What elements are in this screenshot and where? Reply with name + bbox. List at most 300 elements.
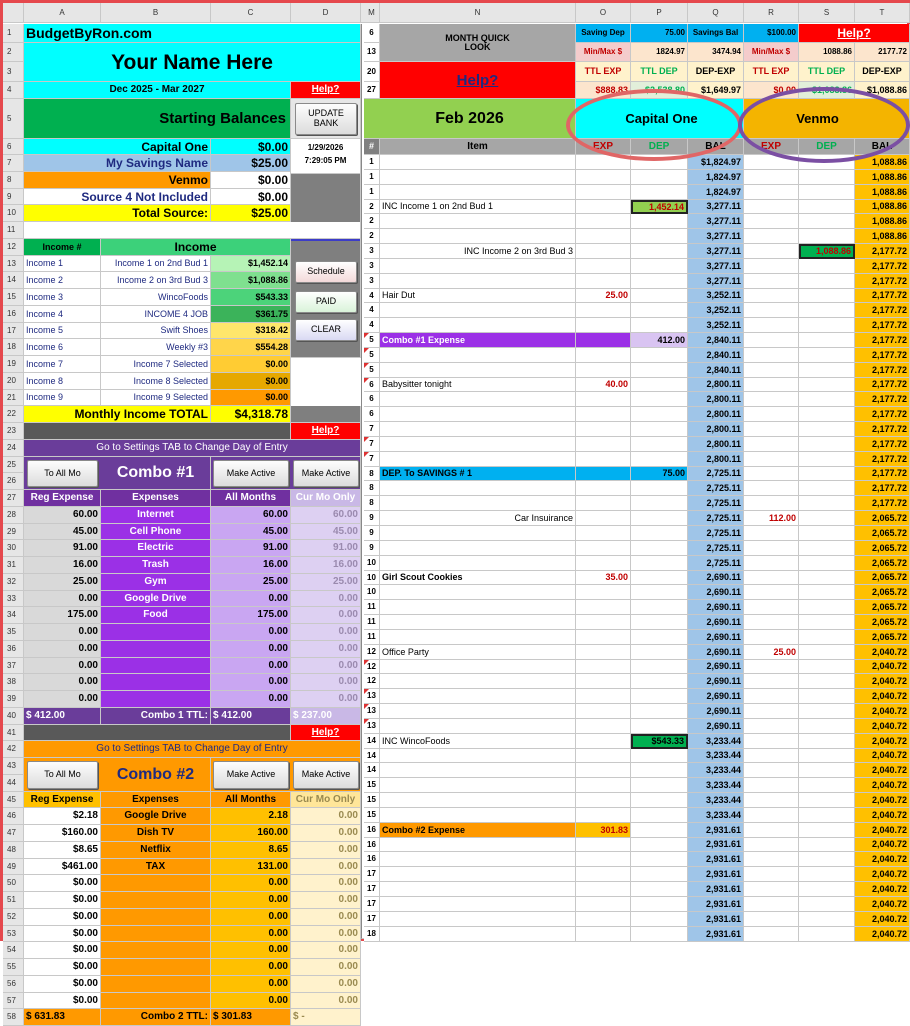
expense-name[interactable]: Dish TV <box>101 825 211 842</box>
row-header[interactable]: 3 <box>3 62 24 82</box>
expense-name[interactable]: TAX <box>101 859 211 875</box>
row-header[interactable]: 34 <box>3 607 24 624</box>
expense-name[interactable] <box>101 624 211 641</box>
income-amount[interactable]: $0.00 <box>211 390 291 406</box>
row-header[interactable]: 45 <box>3 792 24 808</box>
reg-expense-cell[interactable]: $0.00 <box>24 976 101 993</box>
ledger-dep[interactable] <box>631 704 688 719</box>
row-header[interactable]: 20 <box>3 373 24 390</box>
ledger-exp-2[interactable] <box>744 778 799 793</box>
ledger-dep[interactable] <box>631 496 688 511</box>
expense-name[interactable]: Trash <box>101 557 211 574</box>
ledger-dep[interactable] <box>631 259 688 274</box>
ledger-exp[interactable] <box>576 214 631 229</box>
ledger-dep-2[interactable] <box>799 600 855 615</box>
row-header[interactable]: 26 <box>3 473 24 490</box>
ledger-dep-2[interactable] <box>799 749 855 763</box>
row-header[interactable]: 15 <box>3 289 24 306</box>
ledger-dep[interactable] <box>631 481 688 496</box>
reg-expense-cell[interactable]: 175.00 <box>24 607 101 624</box>
ledger-exp[interactable] <box>576 244 631 259</box>
ledger-dep[interactable] <box>631 303 688 318</box>
ledger-exp[interactable] <box>576 615 631 630</box>
ledger-dep[interactable] <box>631 689 688 704</box>
ledger-exp[interactable] <box>576 407 631 422</box>
row-header[interactable]: 8 <box>3 172 24 189</box>
ledger-item[interactable] <box>380 318 576 333</box>
row-header[interactable]: 52 <box>3 909 24 926</box>
ledger-dep-2[interactable] <box>799 333 855 348</box>
ledger-exp[interactable] <box>576 674 631 689</box>
ledger-item[interactable] <box>380 556 576 571</box>
ledger-item[interactable] <box>380 912 576 927</box>
ledger-dep-2[interactable] <box>799 571 855 585</box>
ledger-dep-2[interactable] <box>799 496 855 511</box>
ledger-dep[interactable] <box>631 793 688 808</box>
ledger-dep-2[interactable] <box>799 303 855 318</box>
ledger-dep-2[interactable] <box>799 734 855 749</box>
ledger-item[interactable] <box>380 704 576 719</box>
expense-name[interactable] <box>101 674 211 691</box>
ledger-exp-2[interactable] <box>744 259 799 274</box>
ledger-exp[interactable] <box>576 927 631 942</box>
expense-name[interactable]: Internet <box>101 507 211 524</box>
ledger-exp[interactable] <box>576 689 631 704</box>
help-big-link[interactable]: Help? <box>380 62 576 99</box>
col-header-A[interactable]: A <box>24 3 101 23</box>
row-header[interactable]: 30 <box>3 540 24 557</box>
row-header[interactable]: 49 <box>3 859 24 875</box>
ledger-dep-2[interactable] <box>799 912 855 927</box>
ledger-dep[interactable] <box>631 511 688 526</box>
ledger-exp-2[interactable] <box>744 452 799 467</box>
row-header[interactable]: 17 <box>3 323 24 339</box>
ledger-exp-2[interactable] <box>744 392 799 407</box>
ledger-dep[interactable] <box>631 363 688 378</box>
ledger-exp-2[interactable] <box>744 852 799 867</box>
ledger-dep-2[interactable] <box>799 927 855 942</box>
ledger-item[interactable] <box>380 214 576 229</box>
ledger-dep-2[interactable] <box>799 185 855 200</box>
reg-expense-cell[interactable]: 91.00 <box>24 540 101 557</box>
ledger-exp[interactable] <box>576 392 631 407</box>
col-header-P[interactable]: P <box>631 3 688 23</box>
ledger-item[interactable]: Girl Scout Cookies <box>380 571 576 585</box>
ledger-exp[interactable] <box>576 838 631 852</box>
ledger-dep-2[interactable] <box>799 630 855 645</box>
ledger-exp-2[interactable] <box>744 333 799 348</box>
ledger-item[interactable]: Hair Dut <box>380 289 576 303</box>
ledger-exp[interactable] <box>576 259 631 274</box>
row-header[interactable]: 38 <box>3 674 24 691</box>
ledger-dep-2[interactable] <box>799 259 855 274</box>
expense-name[interactable] <box>101 926 211 942</box>
expense-name[interactable]: Electric <box>101 540 211 557</box>
row-header[interactable]: 31 <box>3 557 24 574</box>
ledger-exp-2[interactable] <box>744 674 799 689</box>
ledger-exp[interactable] <box>576 719 631 734</box>
ledger-dep-2[interactable] <box>799 481 855 496</box>
ledger-exp[interactable] <box>576 363 631 378</box>
ledger-dep[interactable] <box>631 882 688 897</box>
col-header-D[interactable]: D <box>291 3 361 23</box>
ledger-dep-2[interactable] <box>799 422 855 437</box>
ledger-item[interactable] <box>380 229 576 244</box>
paid-button[interactable]: PAID <box>295 291 357 313</box>
ledger-exp[interactable] <box>576 303 631 318</box>
row-header[interactable]: 43 <box>3 758 24 775</box>
reg-expense-cell[interactable]: 0.00 <box>24 674 101 691</box>
ledger-exp-2[interactable] <box>744 318 799 333</box>
ledger-exp[interactable] <box>576 467 631 481</box>
ledger-dep-2[interactable] <box>799 363 855 378</box>
ledger-item[interactable] <box>380 452 576 467</box>
ledger-dep[interactable] <box>631 852 688 867</box>
ledger-dep[interactable] <box>631 407 688 422</box>
row-header[interactable]: 56 <box>3 976 24 993</box>
ledger-exp-2[interactable] <box>744 185 799 200</box>
ledger-exp[interactable] <box>576 660 631 674</box>
ledger-item[interactable] <box>380 719 576 734</box>
reg-expense-cell[interactable]: $0.00 <box>24 892 101 909</box>
row-header[interactable]: 58 <box>3 1009 24 1026</box>
ledger-exp-2[interactable] <box>744 556 799 571</box>
ledger-dep[interactable] <box>631 378 688 392</box>
row-header[interactable]: 47 <box>3 825 24 842</box>
ledger-exp-2[interactable] <box>744 719 799 734</box>
ledger-dep-2[interactable] <box>799 155 855 170</box>
ledger-exp[interactable] <box>576 763 631 778</box>
balance-source-value[interactable]: $0.00 <box>211 172 291 189</box>
ledger-dep-2[interactable] <box>799 585 855 600</box>
ledger-dep-2[interactable] <box>799 689 855 704</box>
ledger-dep-2[interactable]: 1,088.86 <box>799 244 855 259</box>
ledger-exp-2[interactable] <box>744 660 799 674</box>
ledger-exp-2[interactable] <box>744 348 799 363</box>
ledger-exp[interactable] <box>576 200 631 214</box>
col-header-S[interactable]: S <box>799 3 855 23</box>
ledger-exp[interactable] <box>576 645 631 660</box>
ledger-item[interactable] <box>380 496 576 511</box>
ledger-exp-2[interactable] <box>744 378 799 392</box>
ledger-dep[interactable] <box>631 452 688 467</box>
ledger-dep-2[interactable] <box>799 719 855 734</box>
reg-expense-cell[interactable]: $0.00 <box>24 942 101 959</box>
ledger-dep[interactable]: 1,452.14 <box>631 200 688 214</box>
ledger-exp-2[interactable] <box>744 155 799 170</box>
ledger-exp-2[interactable] <box>744 526 799 541</box>
reg-expense-cell[interactable]: 0.00 <box>24 691 101 708</box>
ledger-dep-2[interactable] <box>799 229 855 244</box>
ledger-exp-2[interactable] <box>744 763 799 778</box>
ledger-exp[interactable] <box>576 511 631 526</box>
row-header[interactable]: 25 <box>3 457 24 473</box>
ledger-dep[interactable] <box>631 927 688 942</box>
help-top-link[interactable]: Help? <box>799 24 910 43</box>
ledger-exp-2[interactable] <box>744 214 799 229</box>
ledger-dep[interactable] <box>631 630 688 645</box>
row-header[interactable]: 19 <box>3 356 24 373</box>
ledger-dep-2[interactable] <box>799 793 855 808</box>
row-header[interactable]: 1 <box>3 24 24 43</box>
ledger-item[interactable] <box>380 303 576 318</box>
ledger-exp[interactable] <box>576 481 631 496</box>
col-header-B[interactable]: B <box>101 3 211 23</box>
ledger-item[interactable] <box>380 838 576 852</box>
reg-expense-cell[interactable]: 60.00 <box>24 507 101 524</box>
reg-expense-cell[interactable]: $0.00 <box>24 959 101 976</box>
row-header[interactable]: 42 <box>3 741 24 758</box>
ledger-dep[interactable] <box>631 763 688 778</box>
expense-name[interactable]: Gym <box>101 574 211 591</box>
balance-source-value[interactable]: $25.00 <box>211 155 291 172</box>
ledger-dep-2[interactable] <box>799 704 855 719</box>
ledger-item[interactable] <box>380 170 576 185</box>
ledger-exp-2[interactable] <box>744 200 799 214</box>
ledger-dep-2[interactable] <box>799 407 855 422</box>
ledger-exp[interactable] <box>576 704 631 719</box>
ledger-dep[interactable] <box>631 808 688 823</box>
ledger-dep[interactable] <box>631 571 688 585</box>
ledger-dep-2[interactable] <box>799 200 855 214</box>
row-header[interactable]: 2 <box>3 43 24 62</box>
ledger-dep-2[interactable] <box>799 808 855 823</box>
ledger-exp-2[interactable]: 112.00 <box>744 511 799 526</box>
ledger-dep-2[interactable] <box>799 645 855 660</box>
ledger-item[interactable] <box>380 422 576 437</box>
ledger-dep-2[interactable] <box>799 867 855 882</box>
ledger-exp[interactable] <box>576 778 631 793</box>
ledger-item[interactable]: INC WincoFoods <box>380 734 576 749</box>
row-header[interactable]: 28 <box>3 507 24 524</box>
ledger-exp-2[interactable] <box>744 867 799 882</box>
ledger-dep[interactable] <box>631 541 688 556</box>
ledger-dep-2[interactable] <box>799 467 855 481</box>
ledger-item[interactable] <box>380 155 576 170</box>
reg-expense-cell[interactable]: 0.00 <box>24 624 101 641</box>
ledger-dep[interactable] <box>631 823 688 838</box>
expense-name[interactable] <box>101 641 211 658</box>
ledger-item[interactable] <box>380 808 576 823</box>
expense-name[interactable] <box>101 959 211 976</box>
ledger-dep[interactable] <box>631 392 688 407</box>
ledger-exp-2[interactable] <box>744 467 799 481</box>
row-header[interactable]: 51 <box>3 892 24 909</box>
ledger-dep[interactable] <box>631 170 688 185</box>
income-amount[interactable]: $1,088.86 <box>211 272 291 289</box>
ledger-exp[interactable] <box>576 882 631 897</box>
ledger-dep[interactable] <box>631 155 688 170</box>
income-amount[interactable]: $0.00 <box>211 373 291 390</box>
ledger-dep[interactable] <box>631 912 688 927</box>
col-header-R[interactable]: R <box>744 3 799 23</box>
select-all-corner[interactable] <box>3 3 24 23</box>
ledger-item[interactable] <box>380 407 576 422</box>
ledger-exp-2[interactable] <box>744 571 799 585</box>
ledger-item[interactable] <box>380 689 576 704</box>
ledger-dep[interactable] <box>631 585 688 600</box>
ledger-exp[interactable] <box>576 867 631 882</box>
ledger-dep[interactable] <box>631 645 688 660</box>
ledger-exp[interactable] <box>576 496 631 511</box>
ledger-exp[interactable] <box>576 170 631 185</box>
ledger-dep[interactable] <box>631 348 688 363</box>
expense-name[interactable]: Google Drive <box>101 808 211 825</box>
ledger-dep-2[interactable] <box>799 823 855 838</box>
ledger-dep[interactable]: 75.00 <box>631 467 688 481</box>
reg-expense-cell[interactable]: $0.00 <box>24 926 101 942</box>
ledger-exp[interactable] <box>576 897 631 912</box>
ledger-item[interactable] <box>380 763 576 778</box>
ledger-item[interactable] <box>380 882 576 897</box>
ledger-exp[interactable] <box>576 526 631 541</box>
ledger-exp-2[interactable] <box>744 229 799 244</box>
row-header[interactable]: 27 <box>3 490 24 507</box>
ledger-exp[interactable] <box>576 229 631 244</box>
ledger-item[interactable] <box>380 927 576 942</box>
ledger-exp-2[interactable] <box>744 244 799 259</box>
ledger-dep[interactable] <box>631 867 688 882</box>
ledger-dep[interactable] <box>631 749 688 763</box>
row-header[interactable]: 29 <box>3 524 24 540</box>
ledger-exp[interactable] <box>576 452 631 467</box>
ledger-dep-2[interactable] <box>799 452 855 467</box>
make-active-button[interactable]: Make Active <box>213 460 289 487</box>
ledger-exp[interactable] <box>576 585 631 600</box>
reg-expense-cell[interactable]: 0.00 <box>24 591 101 607</box>
ledger-dep[interactable] <box>631 289 688 303</box>
expense-name[interactable]: Food <box>101 607 211 624</box>
ledger-item[interactable]: INC Income 2 on 3rd Bud 3 <box>380 244 576 259</box>
expense-name[interactable]: Google Drive <box>101 591 211 607</box>
row-header[interactable]: 13 <box>3 256 24 272</box>
row-header[interactable]: 35 <box>3 624 24 641</box>
reg-expense-cell[interactable]: $160.00 <box>24 825 101 842</box>
col-header-C[interactable]: C <box>211 3 291 23</box>
row-header[interactable]: 14 <box>3 272 24 289</box>
expense-name[interactable] <box>101 691 211 708</box>
ledger-exp[interactable] <box>576 600 631 615</box>
ledger-exp[interactable]: 35.00 <box>576 571 631 585</box>
ledger-dep[interactable] <box>631 660 688 674</box>
ledger-dep[interactable] <box>631 526 688 541</box>
ledger-exp-2[interactable] <box>744 363 799 378</box>
income-amount[interactable]: $361.75 <box>211 306 291 323</box>
ledger-item[interactable] <box>380 437 576 452</box>
ledger-item[interactable] <box>380 600 576 615</box>
ledger-dep[interactable] <box>631 318 688 333</box>
expense-name[interactable] <box>101 993 211 1009</box>
help-link[interactable]: Help? <box>291 423 361 440</box>
expense-name[interactable] <box>101 976 211 993</box>
ledger-exp[interactable] <box>576 912 631 927</box>
ledger-dep-2[interactable] <box>799 674 855 689</box>
ledger-item[interactable]: Car Insuirance <box>380 511 576 526</box>
income-amount[interactable]: $0.00 <box>211 356 291 373</box>
ledger-exp-2[interactable] <box>744 289 799 303</box>
bank-header-venmo[interactable]: Venmo <box>744 99 910 139</box>
ledger-dep-2[interactable] <box>799 526 855 541</box>
ledger-exp[interactable] <box>576 185 631 200</box>
col-header-N[interactable]: N <box>380 3 576 23</box>
ledger-dep[interactable]: $543.33 <box>631 734 688 749</box>
income-amount[interactable]: $1,452.14 <box>211 256 291 272</box>
ledger-item[interactable]: DEP. To SAVINGS # 1 <box>380 467 576 481</box>
ledger-exp-2[interactable] <box>744 481 799 496</box>
ledger-dep[interactable] <box>631 674 688 689</box>
balance-source-value[interactable]: $0.00 <box>211 139 291 155</box>
row-header[interactable]: 33 <box>3 591 24 607</box>
ledger-item[interactable] <box>380 541 576 556</box>
ledger-exp-2[interactable] <box>744 838 799 852</box>
reg-expense-cell[interactable]: $0.00 <box>24 875 101 892</box>
ledger-dep-2[interactable] <box>799 437 855 452</box>
ledger-dep-2[interactable] <box>799 660 855 674</box>
ledger-dep-2[interactable] <box>799 214 855 229</box>
ledger-item[interactable] <box>380 674 576 689</box>
ledger-dep-2[interactable] <box>799 170 855 185</box>
ledger-dep[interactable] <box>631 615 688 630</box>
ledger-exp-2[interactable] <box>744 170 799 185</box>
ledger-exp[interactable]: 25.00 <box>576 289 631 303</box>
ledger-dep[interactable] <box>631 897 688 912</box>
row-header[interactable]: 24 <box>3 440 24 457</box>
ledger-exp-2[interactable] <box>744 600 799 615</box>
schedule-button[interactable]: Schedule <box>295 261 357 283</box>
row-header[interactable]: 22 <box>3 406 24 423</box>
to-all-months-button[interactable]: To All Mo <box>27 761 98 789</box>
row-header[interactable]: 40 <box>3 708 24 725</box>
ledger-dep-2[interactable] <box>799 392 855 407</box>
ledger-item[interactable]: Office Party <box>380 645 576 660</box>
ledger-exp-2[interactable] <box>744 897 799 912</box>
reg-expense-cell[interactable]: $0.00 <box>24 909 101 926</box>
ledger-item[interactable] <box>380 481 576 496</box>
row-header[interactable]: 50 <box>3 875 24 892</box>
ledger-exp[interactable] <box>576 333 631 348</box>
ledger-dep[interactable] <box>631 778 688 793</box>
ledger-dep[interactable] <box>631 422 688 437</box>
col-header-O[interactable]: O <box>576 3 631 23</box>
row-header[interactable]: 16 <box>3 306 24 323</box>
row-header[interactable]: 21 <box>3 390 24 406</box>
ledger-exp-2[interactable] <box>744 912 799 927</box>
row-header[interactable]: 7 <box>3 155 24 172</box>
help-link[interactable]: Help? <box>291 82 361 99</box>
row-header[interactable]: 55 <box>3 959 24 976</box>
ledger-dep[interactable] <box>631 600 688 615</box>
income-amount[interactable]: $554.28 <box>211 339 291 356</box>
ledger-item[interactable]: Combo #1 Expense <box>380 333 576 348</box>
update-bank-button[interactable]: UPDATE BANK <box>295 103 357 135</box>
ledger-exp-2[interactable] <box>744 689 799 704</box>
reg-expense-cell[interactable]: 25.00 <box>24 574 101 591</box>
reg-expense-cell[interactable]: 0.00 <box>24 641 101 658</box>
ledger-item[interactable] <box>380 274 576 289</box>
ledger-item[interactable] <box>380 897 576 912</box>
ledger-dep[interactable] <box>631 437 688 452</box>
to-all-months-button[interactable]: To All Mo <box>27 460 98 487</box>
expense-name[interactable]: Netflix <box>101 842 211 859</box>
ledger-item[interactable]: INC Income 1 on 2nd Bud 1 <box>380 200 576 214</box>
ledger-exp[interactable] <box>576 437 631 452</box>
reg-expense-cell[interactable]: 0.00 <box>24 658 101 674</box>
row-header[interactable]: 5 <box>3 99 24 139</box>
ledger-item[interactable] <box>380 793 576 808</box>
ledger-dep-2[interactable] <box>799 541 855 556</box>
ledger-exp-2[interactable] <box>744 303 799 318</box>
row-header[interactable]: 57 <box>3 993 24 1009</box>
